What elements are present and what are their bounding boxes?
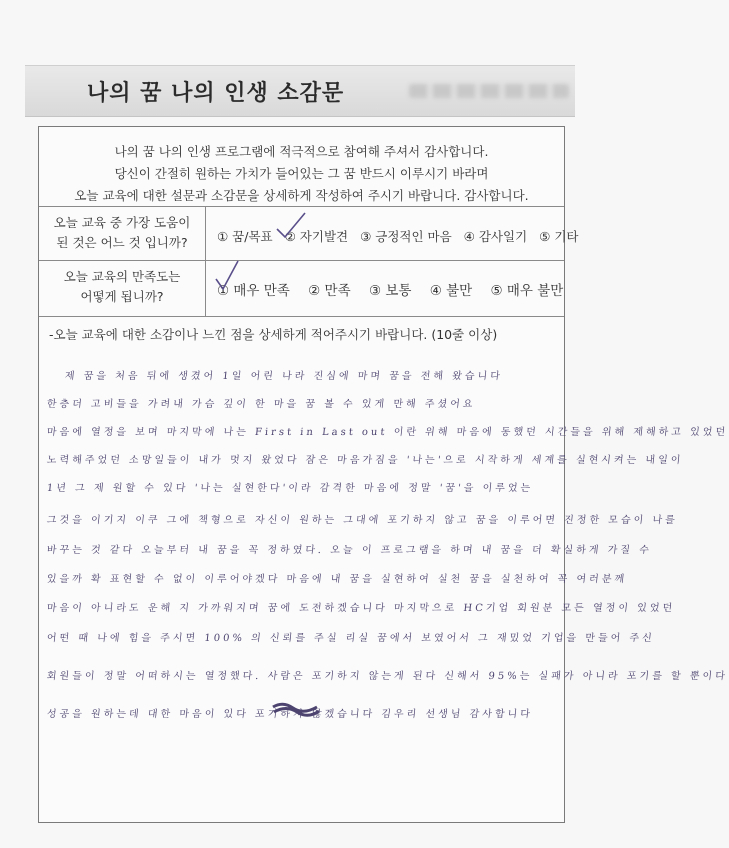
handwriting-line: 1년 그 제 원할 수 있다 '나는 실현한다'이라 감격한 마음에 정말 '꿈'을 이루었는 (46, 483, 534, 494)
option-very-satisfied[interactable]: ① 매우 만족 (217, 283, 290, 299)
divider (39, 316, 564, 317)
handwriting-line: 마음에 열정을 보며 마지막에 나는 First in Last out 이란 위해 마음에 동했던 시간들을 위해 제해하고 있었던 (46, 427, 729, 438)
handwriting-line: 성공을 원하는데 대한 마음이 있다 포기하지 않겠습니다 김우리 선생님 감사합니다 (46, 709, 534, 720)
instructions: -오늘 교육에 대한 소감이나 느낀 점을 상세하게 적어주시기 바랍니다. (10줄 이상) (49, 327, 498, 342)
checkmark-icon (213, 259, 241, 293)
intro-line: 나의 꿈 나의 인생 프로그램에 적극적으로 참여해 주셔서 감사합니다. (114, 144, 489, 159)
question-2-line: 어떻게 됩니까? (80, 289, 164, 304)
option-dream-goal[interactable]: ① 꿈/목표 (217, 229, 273, 244)
option-positive-mind[interactable]: ③ 긍정적인 마음 (360, 229, 452, 244)
title-bar (25, 65, 575, 117)
option-gratitude-diary[interactable]: ④ 감사일기 (463, 229, 528, 244)
handwriting-line: 그것을 이기지 이쿠 그에 책형으로 자신이 원하는 그대에 포기하지 않고 꿈을 이루어면 진정한 모습이 나를 (46, 515, 679, 526)
handwriting-line: 회원들이 정말 어떠하시는 열정했다. 사람은 포기하지 않는게 된다 신해서 95%는 실패가 아니라 포기를 할 뿐이다 (46, 671, 729, 682)
blurred-name (409, 84, 569, 98)
handwriting-line: 한층더 고비들을 가려내 가슴 깊이 한 마을 꿈 볼 수 있게 만해 주셨어요 (46, 399, 476, 410)
handwriting-line: 노력해주었던 소망일들이 내가 멋지 왔었다 잠은 마음가짐을 '나는'으로 시작하게 세계를 실현시켜는 내일이 (46, 455, 684, 466)
intro-text (39, 141, 564, 207)
option-satisfied[interactable]: ② 만족 (308, 283, 351, 299)
question-1 (39, 213, 205, 253)
divider (205, 206, 206, 316)
crossed-out-scribble (271, 699, 321, 719)
survey-form (38, 126, 729, 823)
question-2-options (217, 279, 577, 299)
option-dissatisfied[interactable]: ④ 불만 (429, 283, 473, 299)
handwriting-line: 어떤 때 나에 힘을 주시면 100% 의 신뢰를 주실 리실 꿈에서 보였어서 그 재밌었 기업을 만들어 주신 (46, 633, 656, 644)
option-other[interactable]: ⑤ 기타 (539, 229, 579, 244)
intro-line: 오늘 교육에 대한 설문과 소감문을 상세하게 작성하여 주시기 바랍니다. 감사합니다. (74, 188, 529, 203)
question-1-line: 된 것은 어느 것 입니까? (56, 235, 188, 250)
page-title: 나의 꿈 나의 인생 소감문 (87, 81, 345, 106)
option-neutral[interactable]: ③ 보통 (368, 283, 412, 299)
handwriting-line: 제 꿈을 처음 뒤에 생겼어 1일 어린 나라 진심에 마며 꿈을 전해 왔습니다 (64, 371, 504, 382)
divider (39, 206, 564, 207)
question-1-line: 오늘 교육 중 가장 도움이 (53, 215, 191, 230)
question-2-line: 오늘 교육의 만족도는 (63, 269, 181, 284)
divider (39, 260, 564, 261)
intro-line: 당신이 간절히 원하는 가치가 들어있는 그 꿈 반드시 이루시기 바라며 (114, 166, 489, 181)
checkmark-icon (273, 211, 309, 241)
question-2 (39, 267, 205, 307)
handwriting-line: 있을까 확 표현할 수 없이 이루어야겠다 마음에 내 꿈을 실현하여 실천 꿈을 실천하여 꼭 여러분께 (46, 574, 628, 585)
option-self-discovery[interactable]: ② 자기발견 (284, 229, 349, 244)
handwriting-line: 바꾸는 것 같다 오늘부터 내 꿈을 꼭 정하였다. 오늘 이 프로그램을 하며 내 꿈을 더 확실하게 가질 수 (46, 545, 653, 556)
handwriting-line: 마음이 아니라도 운해 지 가까워지며 꿈에 도전하겠습니다 마지막으로 HC기업 회원분 모든 열정이 있었던 (46, 603, 676, 614)
option-very-dissatisfied[interactable]: ⑤ 매우 불만 (490, 283, 564, 299)
